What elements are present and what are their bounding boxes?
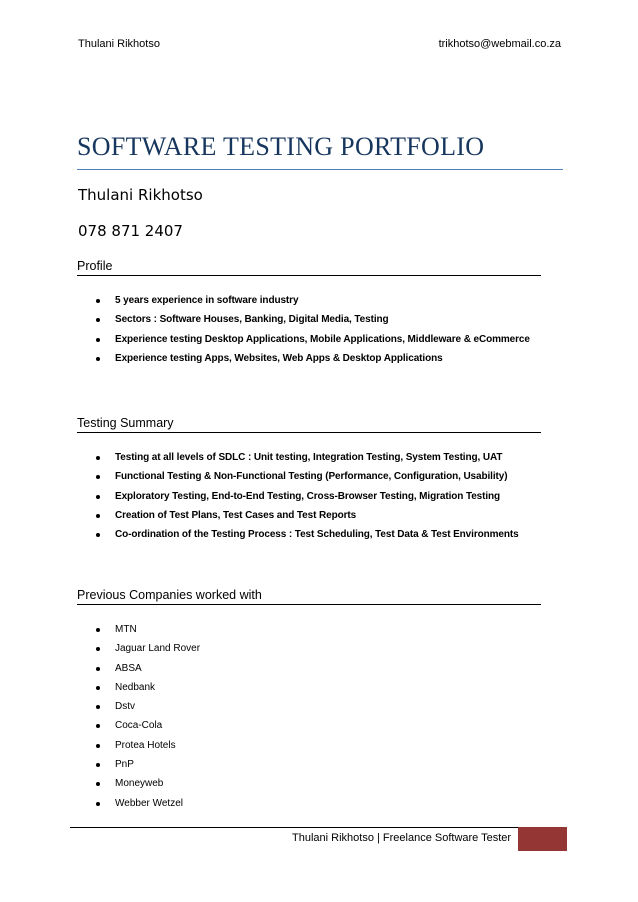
header-email: trikhotso@webmail.co.za bbox=[438, 38, 561, 50]
profile-section bbox=[77, 258, 541, 368]
footer-divider bbox=[70, 827, 518, 828]
list-item: PnP bbox=[77, 755, 541, 774]
list-item: Protea Hotels bbox=[77, 736, 541, 755]
testing-summary-section bbox=[77, 415, 541, 544]
footer-accent-block bbox=[518, 827, 567, 851]
list-item: Experience testing Desktop Applications, Mobile Applications, Middleware & eCommerce bbox=[77, 330, 541, 349]
document-title: SOFTWARE TESTING PORTFOLIO bbox=[77, 132, 485, 161]
list-item: Experience testing Apps, Websites, Web Apps & Desktop Applications bbox=[77, 349, 541, 368]
testing-summary-heading: Testing Summary bbox=[77, 415, 541, 433]
contact-name: Thulani Rikhotso bbox=[78, 186, 203, 204]
list-item: Creation of Test Plans, Test Cases and Test Reports bbox=[77, 506, 541, 525]
list-item: MTN bbox=[77, 620, 541, 639]
profile-list bbox=[77, 291, 541, 368]
list-item: Moneyweb bbox=[77, 774, 541, 793]
list-item: ABSA bbox=[77, 659, 541, 678]
list-item: Nedbank bbox=[77, 678, 541, 697]
list-item: Testing at all levels of SDLC : Unit testing, Integration Testing, System Testing, UAT bbox=[77, 448, 541, 467]
companies-heading: Previous Companies worked with bbox=[77, 587, 541, 605]
list-item: Sectors : Software Houses, Banking, Digital Media, Testing bbox=[77, 310, 541, 329]
contact-phone: 078 871 2407 bbox=[78, 222, 183, 240]
list-item: Co-ordination of the Testing Process : Test Scheduling, Test Data & Test Environments bbox=[77, 525, 541, 544]
header-name: Thulani Rikhotso bbox=[78, 38, 160, 50]
list-item: 5 years experience in software industry bbox=[77, 291, 541, 310]
list-item: Webber Wetzel bbox=[77, 794, 541, 813]
companies-list bbox=[77, 620, 541, 813]
list-item: Jaguar Land Rover bbox=[77, 639, 541, 658]
testing-summary-list bbox=[77, 448, 541, 544]
profile-heading: Profile bbox=[77, 258, 541, 276]
companies-section bbox=[77, 587, 541, 813]
list-item: Dstv bbox=[77, 697, 541, 716]
footer-text: Thulani Rikhotso | Freelance Software Tester bbox=[292, 832, 512, 844]
list-item: Exploratory Testing, End-to-End Testing, Cross-Browser Testing, Migration Testing bbox=[77, 487, 541, 506]
list-item: Coca-Cola bbox=[77, 716, 541, 735]
title-underline bbox=[77, 169, 563, 170]
list-item: Functional Testing & Non-Functional Testing (Performance, Configuration, Usability) bbox=[77, 467, 541, 486]
